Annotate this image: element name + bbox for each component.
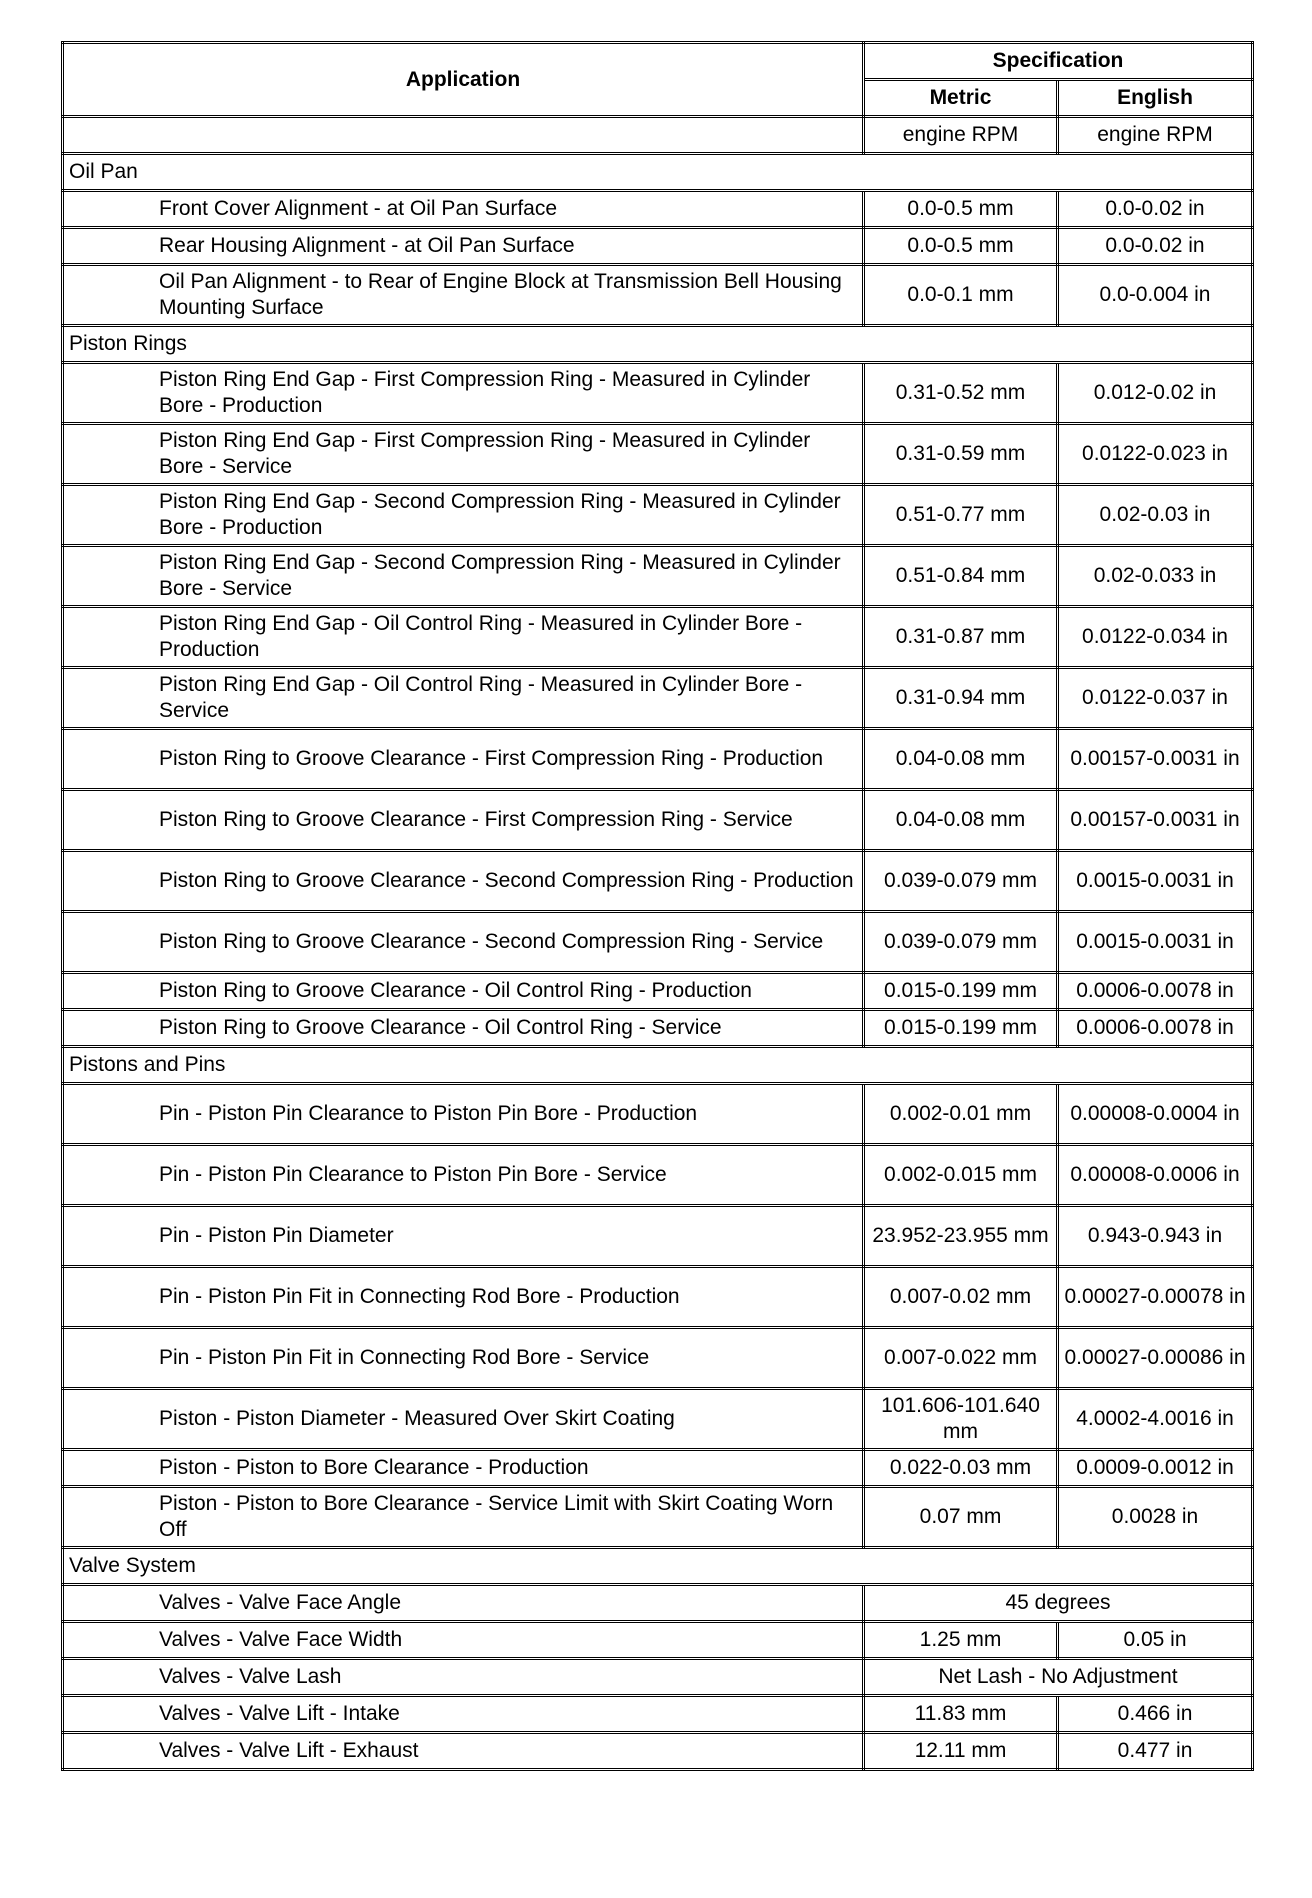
table-row bbox=[63, 1328, 1253, 1389]
english-cell: 0.012-0.02 in bbox=[1058, 363, 1253, 424]
section-title: Valve System bbox=[63, 1548, 1253, 1585]
metric-cell: 23.952-23.955 mm bbox=[864, 1206, 1058, 1267]
units-metric: engine RPM bbox=[864, 117, 1058, 154]
english-cell: 0.0122-0.034 in bbox=[1058, 607, 1253, 668]
header-application: Application bbox=[63, 43, 864, 117]
metric-cell: 0.31-0.59 mm bbox=[864, 424, 1058, 485]
table-row bbox=[63, 1389, 1253, 1450]
header-english: English bbox=[1058, 80, 1253, 117]
header-metric: Metric bbox=[864, 80, 1058, 117]
table-row bbox=[63, 363, 1253, 424]
metric-cell: 0.51-0.77 mm bbox=[864, 485, 1058, 546]
english-cell: 0.02-0.033 in bbox=[1058, 546, 1253, 607]
metric-cell: 0.039-0.079 mm bbox=[864, 851, 1058, 912]
application-cell: Piston Ring End Gap - Second Compression Ring - Measured in Cylinder Bore - Production bbox=[63, 485, 864, 546]
application-cell: Piston Ring to Groove Clearance - Second Compression Ring - Service bbox=[63, 912, 864, 973]
table-row bbox=[63, 1084, 1253, 1145]
table-row bbox=[63, 546, 1253, 607]
application-cell: Valves - Valve Face Width bbox=[63, 1622, 864, 1659]
section-header-row bbox=[63, 1548, 1253, 1585]
specification-cell: Net Lash - No Adjustment bbox=[864, 1659, 1253, 1696]
metric-cell: 0.0-0.1 mm bbox=[864, 265, 1058, 326]
application-cell: Piston Ring End Gap - Second Compression Ring - Measured in Cylinder Bore - Service bbox=[63, 546, 864, 607]
application-cell: Piston Ring End Gap - First Compression Ring - Measured in Cylinder Bore - Service bbox=[63, 424, 864, 485]
metric-cell: 0.015-0.199 mm bbox=[864, 1010, 1058, 1047]
application-cell: Piston - Piston to Bore Clearance - Production bbox=[63, 1450, 864, 1487]
table-row bbox=[63, 607, 1253, 668]
application-cell: Piston - Piston to Bore Clearance - Service Limit with Skirt Coating Worn Off bbox=[63, 1487, 864, 1548]
english-cell: 0.0006-0.0078 in bbox=[1058, 1010, 1253, 1047]
english-cell: 0.0006-0.0078 in bbox=[1058, 973, 1253, 1010]
metric-cell: 0.04-0.08 mm bbox=[864, 729, 1058, 790]
table-row bbox=[63, 228, 1253, 265]
application-cell: Pin - Piston Pin Clearance to Piston Pin Bore - Production bbox=[63, 1084, 864, 1145]
section-header-row bbox=[63, 1047, 1253, 1084]
metric-cell: 0.007-0.022 mm bbox=[864, 1328, 1058, 1389]
application-cell: Piston Ring End Gap - First Compression Ring - Measured in Cylinder Bore - Production bbox=[63, 363, 864, 424]
english-cell: 4.0002-4.0016 in bbox=[1058, 1389, 1253, 1450]
english-cell: 0.0-0.02 in bbox=[1058, 228, 1253, 265]
metric-cell: 1.25 mm bbox=[864, 1622, 1058, 1659]
english-cell: 0.0-0.02 in bbox=[1058, 191, 1253, 228]
english-cell: 0.00008-0.0006 in bbox=[1058, 1145, 1253, 1206]
application-cell: Pin - Piston Pin Fit in Connecting Rod Bore - Production bbox=[63, 1267, 864, 1328]
english-cell: 0.0015-0.0031 in bbox=[1058, 851, 1253, 912]
english-cell: 0.466 in bbox=[1058, 1696, 1253, 1733]
table-row bbox=[63, 265, 1253, 326]
header-specification: Specification bbox=[864, 43, 1253, 80]
metric-cell: 0.002-0.01 mm bbox=[864, 1084, 1058, 1145]
application-cell: Piston Ring End Gap - Oil Control Ring - Measured in Cylinder Bore - Production bbox=[63, 607, 864, 668]
metric-cell: 0.007-0.02 mm bbox=[864, 1267, 1058, 1328]
metric-cell: 0.0-0.5 mm bbox=[864, 191, 1058, 228]
metric-cell: 0.07 mm bbox=[864, 1487, 1058, 1548]
application-cell: Pin - Piston Pin Clearance to Piston Pin Bore - Service bbox=[63, 1145, 864, 1206]
metric-cell: 11.83 mm bbox=[864, 1696, 1058, 1733]
english-cell: 0.0009-0.0012 in bbox=[1058, 1450, 1253, 1487]
english-cell: 0.00027-0.00086 in bbox=[1058, 1328, 1253, 1389]
table-row bbox=[63, 1733, 1253, 1770]
english-cell: 0.0122-0.037 in bbox=[1058, 668, 1253, 729]
table-row bbox=[63, 1487, 1253, 1548]
table-row bbox=[63, 1145, 1253, 1206]
table-row bbox=[63, 1267, 1253, 1328]
english-cell: 0.943-0.943 in bbox=[1058, 1206, 1253, 1267]
english-cell: 0.0-0.004 in bbox=[1058, 265, 1253, 326]
section-title: Piston Rings bbox=[63, 326, 1253, 363]
application-cell: Valves - Valve Face Angle bbox=[63, 1585, 864, 1622]
table-row bbox=[63, 851, 1253, 912]
application-cell: Piston Ring to Groove Clearance - First Compression Ring - Production bbox=[63, 729, 864, 790]
application-cell: Piston - Piston Diameter - Measured Over Skirt Coating bbox=[63, 1389, 864, 1450]
section-header-row bbox=[63, 154, 1253, 191]
english-cell: 0.0028 in bbox=[1058, 1487, 1253, 1548]
english-cell: 0.477 in bbox=[1058, 1733, 1253, 1770]
table-row bbox=[63, 973, 1253, 1010]
metric-cell: 0.04-0.08 mm bbox=[864, 790, 1058, 851]
units-blank bbox=[63, 117, 864, 154]
metric-cell: 0.015-0.199 mm bbox=[864, 973, 1058, 1010]
metric-cell: 0.039-0.079 mm bbox=[864, 912, 1058, 973]
specification-body bbox=[63, 154, 1253, 1770]
metric-cell: 0.31-0.94 mm bbox=[864, 668, 1058, 729]
application-cell: Rear Housing Alignment - at Oil Pan Surface bbox=[63, 228, 864, 265]
metric-cell: 0.022-0.03 mm bbox=[864, 1450, 1058, 1487]
english-cell: 0.05 in bbox=[1058, 1622, 1253, 1659]
units-english: engine RPM bbox=[1058, 117, 1253, 154]
application-cell: Valves - Valve Lash bbox=[63, 1659, 864, 1696]
english-cell: 0.00157-0.0031 in bbox=[1058, 790, 1253, 851]
table-row bbox=[63, 191, 1253, 228]
table-row bbox=[63, 790, 1253, 851]
english-cell: 0.0015-0.0031 in bbox=[1058, 912, 1253, 973]
application-cell: Piston Ring to Groove Clearance - Second Compression Ring - Production bbox=[63, 851, 864, 912]
metric-cell: 12.11 mm bbox=[864, 1733, 1058, 1770]
metric-cell: 101.606-101.640 mm bbox=[864, 1389, 1058, 1450]
english-cell: 0.00008-0.0004 in bbox=[1058, 1084, 1253, 1145]
english-cell: 0.00157-0.0031 in bbox=[1058, 729, 1253, 790]
section-header-row bbox=[63, 326, 1253, 363]
table-row bbox=[63, 1206, 1253, 1267]
english-cell: 0.02-0.03 in bbox=[1058, 485, 1253, 546]
application-cell: Front Cover Alignment - at Oil Pan Surface bbox=[63, 191, 864, 228]
table-row bbox=[63, 1585, 1253, 1622]
table-row bbox=[63, 1450, 1253, 1487]
application-cell: Piston Ring to Groove Clearance - Oil Control Ring - Production bbox=[63, 973, 864, 1010]
metric-cell: 0.0-0.5 mm bbox=[864, 228, 1058, 265]
application-cell: Valves - Valve Lift - Exhaust bbox=[63, 1733, 864, 1770]
specification-cell: 45 degrees bbox=[864, 1585, 1253, 1622]
metric-cell: 0.31-0.87 mm bbox=[864, 607, 1058, 668]
section-title: Pistons and Pins bbox=[63, 1047, 1253, 1084]
table-row bbox=[63, 485, 1253, 546]
application-cell: Piston Ring to Groove Clearance - Oil Control Ring - Service bbox=[63, 1010, 864, 1047]
metric-cell: 0.002-0.015 mm bbox=[864, 1145, 1058, 1206]
application-cell: Piston Ring to Groove Clearance - First Compression Ring - Service bbox=[63, 790, 864, 851]
application-cell: Pin - Piston Pin Fit in Connecting Rod Bore - Service bbox=[63, 1328, 864, 1389]
metric-cell: 0.51-0.84 mm bbox=[864, 546, 1058, 607]
application-cell: Pin - Piston Pin Diameter bbox=[63, 1206, 864, 1267]
section-title: Oil Pan bbox=[63, 154, 1253, 191]
english-cell: 0.00027-0.00078 in bbox=[1058, 1267, 1253, 1328]
table-row bbox=[63, 1696, 1253, 1733]
application-cell: Oil Pan Alignment - to Rear of Engine Block at Transmission Bell Housing Mounting Surface bbox=[63, 265, 864, 326]
table-row bbox=[63, 912, 1253, 973]
metric-cell: 0.31-0.52 mm bbox=[864, 363, 1058, 424]
table-row bbox=[63, 668, 1253, 729]
table-row bbox=[63, 729, 1253, 790]
table-row bbox=[63, 1659, 1253, 1696]
table-row bbox=[63, 1010, 1253, 1047]
specification-table bbox=[61, 41, 1254, 1771]
application-cell: Piston Ring End Gap - Oil Control Ring - Measured in Cylinder Bore - Service bbox=[63, 668, 864, 729]
english-cell: 0.0122-0.023 in bbox=[1058, 424, 1253, 485]
table-row bbox=[63, 1622, 1253, 1659]
table-row bbox=[63, 424, 1253, 485]
application-cell: Valves - Valve Lift - Intake bbox=[63, 1696, 864, 1733]
